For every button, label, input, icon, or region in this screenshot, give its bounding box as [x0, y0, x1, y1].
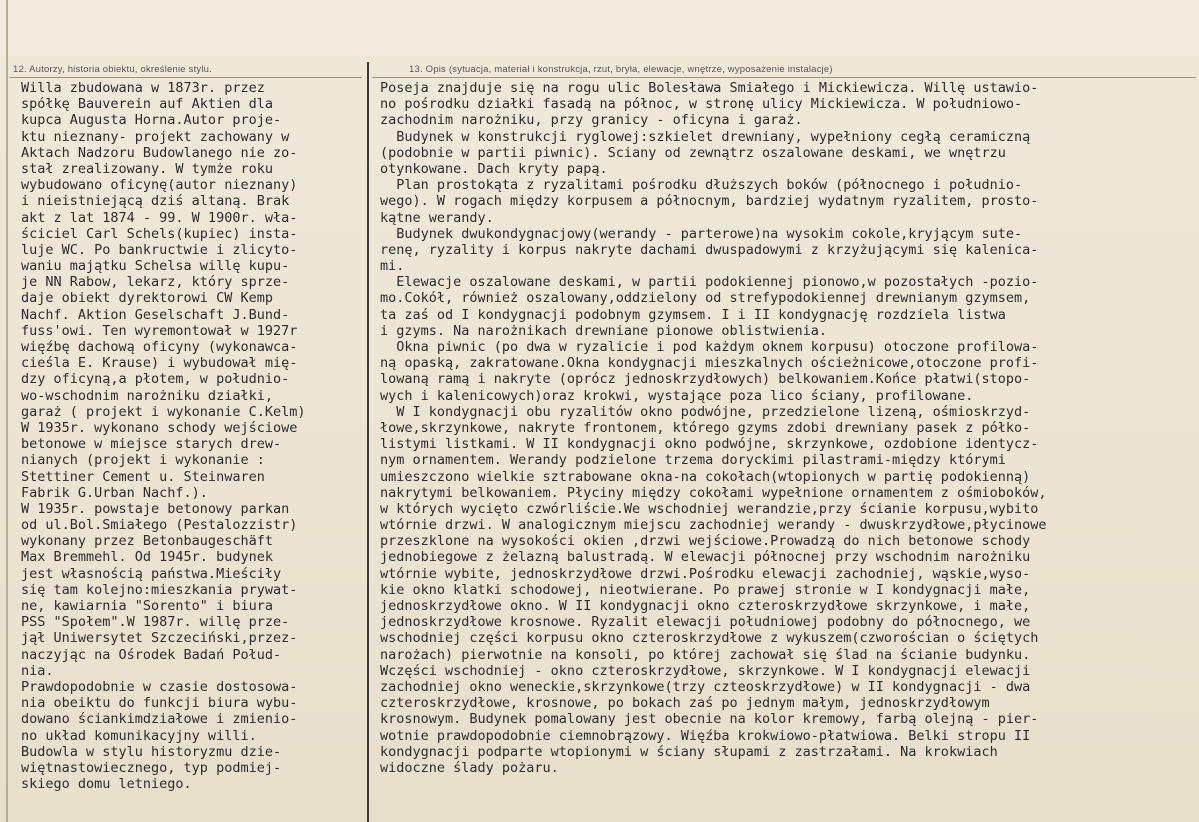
text-line: kie okno klatki schodowej, nieotwierane. Po prawej stronie w I kondygnacji małe, [380, 581, 1031, 598]
section-12-header: 12. Autorzy, historia obiektu, określenie stylu. [13, 64, 212, 75]
text-line: waniu majątku Schelsa willę kupu- [21, 258, 290, 275]
text-line: jął Uniwersytet Szczeciński,przez- [21, 630, 298, 647]
text-line: Aktach Nadzoru Budowlanego nie zo- [21, 144, 298, 161]
text-line: naczyjąc na Ośrodek Badań Połud- [21, 646, 282, 663]
description-text-column [380, 80, 1046, 776]
text-line: jest własnością państwa.Mieściły [21, 565, 282, 582]
card-left-edge [6, 0, 8, 822]
text-line: je NN Rabow, lekarz, który sprze- [21, 274, 290, 291]
text-line: nym ornamentem. Werandy podzielone trzema doryckimi pilastrami-między którymi [380, 452, 1006, 469]
text-line: daje obiekt dyrektorowi CW Kemp [21, 290, 273, 307]
text-line: więtnastowiecznego, typ podmiej- [21, 759, 282, 776]
text-line: skiego domu letniego. [21, 776, 192, 793]
text-line: Okna piwnic (po dwa w ryzalicie i pod każdym oknem korpusu) otoczone profilowa- [380, 339, 1039, 355]
text-line: PSS "Społem".W 1987r. willę prze- [21, 614, 290, 631]
text-line: ściciel Carl Schels(kupiec) insta- [21, 225, 298, 242]
text-line: lowaną ramą i nakryte (oprócz jednoskrzydłowych) belkowaniem.Końce płatwi(stopo- [380, 371, 1031, 388]
text-line: przeszklone na wysokości okien ,drzwi wejściowe.Prowadzą do nich betonowe schody [380, 533, 1031, 550]
text-line: kupca Augusta Horna.Autor proje- [21, 112, 282, 129]
text-line: wtórnie drzwi. W analogicznym miejscu zachodniej werandy - dwuskrzydłowe,płycinowe [380, 517, 1047, 534]
text-line: jednoskrzydłowe okno. W II kondygnacji okno czteroskrzydłowe skrzynkowe, i małe, [380, 598, 1031, 614]
text-line: nianych (projekt i wykonanie : [21, 452, 265, 469]
text-line: Nachf. Aktion Geselschaft J.Bund- [21, 306, 290, 323]
text-line: wschodniej części korpusu okno czteroskrzydłowe z wykuszem(czworościan o ściętych [380, 630, 1039, 647]
text-line: ną opaską, zakratowane.Okna kondygnacji mieszkalnych ościeżnicowe,otoczone profi- [380, 355, 1039, 372]
history-text-column [21, 80, 305, 792]
header-rule-left [10, 77, 362, 78]
text-line: wybudowano oficynę(autor nieznany) [21, 177, 298, 194]
text-line: akt z lat 1874 - 99. W 1900r. wła- [21, 209, 298, 226]
text-line: Budowla w stylu historyzmu dzie- [21, 743, 282, 760]
text-line: Prawdopodobnie w czasie dostosowa- [21, 678, 298, 695]
text-line: W I kondygnacji obu ryzalitów okno podwójne, przedzielone lizeną, ośmioskrzyd- [380, 403, 1031, 420]
text-line: renę, ryzality i korpus nakryte dachami dwuspadowymi z krzyżującymi się kalenica- [380, 241, 1039, 258]
column-divider [367, 62, 369, 822]
text-line: jednoskrzydłowe krosnowe. Ryzalit elewacji południowej podobny do północnego, we [380, 614, 1031, 631]
text-line: i nieistniejącą dziś altaną. Brak [21, 193, 290, 210]
text-line: nakrytymi belkowaniem. Płyciny między cokołami wypełnione ornamentem z ośmioboków, [380, 484, 1047, 501]
text-line: łowe,skrzynkowe, nakryte frontonem, którego gzyms zdobi drewniany pasek z półko- [380, 419, 1031, 436]
header-rule-right [372, 77, 1196, 78]
text-line: nia obeiktu do funkcji biura wybu- [21, 695, 298, 712]
text-line: więźbę dachową oficyny (wykonawca- [21, 339, 298, 355]
text-line: fuss'owi. Ten wyremontował w 1927r [21, 322, 298, 339]
text-line: dowano ściankimdziałowe i zmienio- [21, 711, 298, 728]
text-line: czteroskrzydłowe, krosnowe, po bokach zaś po jednym małym, jednoskrzydłowym [380, 695, 990, 712]
text-line: Fabrik G.Urban Nachf.). [21, 484, 208, 501]
text-line: się tam kolejno:mieszkania prywat- [21, 581, 298, 598]
text-line: spółkę Bauverein auf Aktien dla [21, 96, 273, 113]
text-line: wykonany przez Betonbaugeschäft [21, 533, 273, 550]
text-line: wego). W rogach między korpusem a północnym, bardziej wydatnym ryzalitem, prosto- [380, 193, 1039, 210]
text-line: W 1935r. wykonano schody wejściowe [21, 419, 298, 436]
text-line: Budynek w konstrukcji ryglowej:szkielet drewniany, wypełniony cegłą ceramiczną [380, 128, 1031, 145]
text-line: stał zrealizowany. W tymże roku [21, 160, 273, 177]
text-line: Poseja znajduje się na rogu ulic Bolesława Smiałego i Mickiewicza. Willę ustawio- [380, 80, 1039, 96]
text-line: wtórnie wybite, jednoskrzydłowe drzwi.Pośrodku elewacji zachodniej, wąskie,wyso- [380, 565, 1031, 582]
text-line: wotnie prawdopodobnie ciemnobrązowy. Więźba krokwiowo-płatwiowa. Belki stropu II [380, 727, 1031, 744]
text-line: cieśla E. Krause) i wybudował mię- [21, 355, 298, 372]
text-line: mo.Cokół, również oszalowany,oddzielony od strefypodokiennej drewnianym gzymsem, [380, 290, 1031, 307]
text-line: zachodniej okno weneckie,skrzynkowe(trzy czteoskrzydłowe) w II kondygnacji - dwa [380, 678, 1031, 695]
text-line: umieszczono wielkie sztrabowane okna-na cokołach(wtopionych w partię podokienną) [380, 468, 1031, 485]
text-line: (podobnie w partii piwnic). Sciany od zewnątrz oszalowane deskami, we wnętrzu [380, 144, 1006, 161]
text-line: nia. [21, 662, 54, 679]
text-line: wych i kalenicowych)oraz krokwi, wystające poza lico ściany, profilowane. [380, 387, 974, 404]
text-line: otynkowane. Dach kryty papą. [380, 160, 608, 177]
text-line: widoczne ślady pożaru. [380, 759, 559, 776]
text-line: listymi listkami. W II kondygnacji okno podwójne, skrzynkowe, ozdobione identycz- [380, 436, 1039, 453]
text-line: Plan prostokąta z ryzalitami pośrodku dłuższych boków (północnego i południo- [380, 177, 1023, 194]
text-line: Wczęści wschodniej - okno czteroskrzydłowe, skrzynkowe. W I kondygnacji elewacji [380, 662, 1031, 679]
text-line: jednobiegowe z żelazną balustradą. W elewacji północnej przy wschodnim narożniku [380, 549, 1031, 566]
text-line: w których wycięto czwórliście.We wschodniej werandzie,przy ścianie korpusu,wybito [380, 500, 1039, 517]
text-line: narożach) pierwotnie na konsoli, po której zachował się ślad na ścianie budynku. [380, 646, 1031, 663]
text-line: no pośrodku działki fasadą na północ, w stronę ulicy Mickiewicza. W południowo- [380, 96, 1023, 113]
text-line: mi. [380, 258, 405, 275]
text-line: krosnowym. Budynek pomalowany jest obecnie na kolor kremowy, farbą olejną - pier- [380, 711, 1039, 728]
text-line: betonowe w miejsce starych drew- [21, 436, 282, 453]
text-line: zachodnim narożniku, przy granicy - oficyna i garaż. [380, 112, 803, 129]
text-line: garaż ( projekt i wykonanie C.Kelm) [21, 403, 306, 420]
text-line: od ul.Bol.Smiałego (Pestalozzistr) [21, 517, 298, 534]
text-line: ne, kawiarnia "Sorento" i biura [21, 598, 273, 614]
text-line: dzy oficyną,a płotem, w południo- [21, 371, 290, 388]
text-line: ta zaś od I kondygnacji podobnym gzymsem. I i II kondygnację rozdziela listwa [380, 306, 1006, 323]
text-line: kątne werandy. [380, 209, 494, 226]
text-line: luje WC. Po bankructwie i zlicyto- [21, 241, 298, 258]
text-line: kondygnacji podparte wtopionymi w ściany słupami z zastrzałami. Na krokwiach [380, 743, 998, 760]
text-line: Stettiner Cement u. Steinwaren [21, 468, 265, 485]
text-line: Max Bremmehl. Od 1945r. budynek [21, 549, 273, 566]
text-line: no układ komunikacyjny willi. [21, 727, 257, 744]
text-line: W 1935r. powstaje betonowy parkan [21, 500, 290, 517]
text-line: Budynek dwukondygnacjowy(werandy - parterowe)na wysokim cokole,kryjącym sute- [380, 225, 1023, 242]
text-line: Elewacje oszalowane deskami, w partii podokiennej pionowo,w pozostałych -pozio- [380, 274, 1039, 291]
text-line: wo-wschodnim narożniku działki, [21, 387, 273, 404]
text-line: ktu nieznany- projekt zachowany w [21, 128, 290, 145]
section-13-header: 13. Opis (sytuacja, materiał i konstrukcja, rzut, bryła, elewacje, wnętrze, wyposażenie instalacje) [409, 64, 833, 75]
text-line: i gzyms. Na narożnikach drewniane pionowe oblistwienia. [380, 322, 828, 339]
text-line: Willa zbudowana w 1873r. przez [21, 80, 265, 96]
card-top-margin [0, 0, 1199, 56]
